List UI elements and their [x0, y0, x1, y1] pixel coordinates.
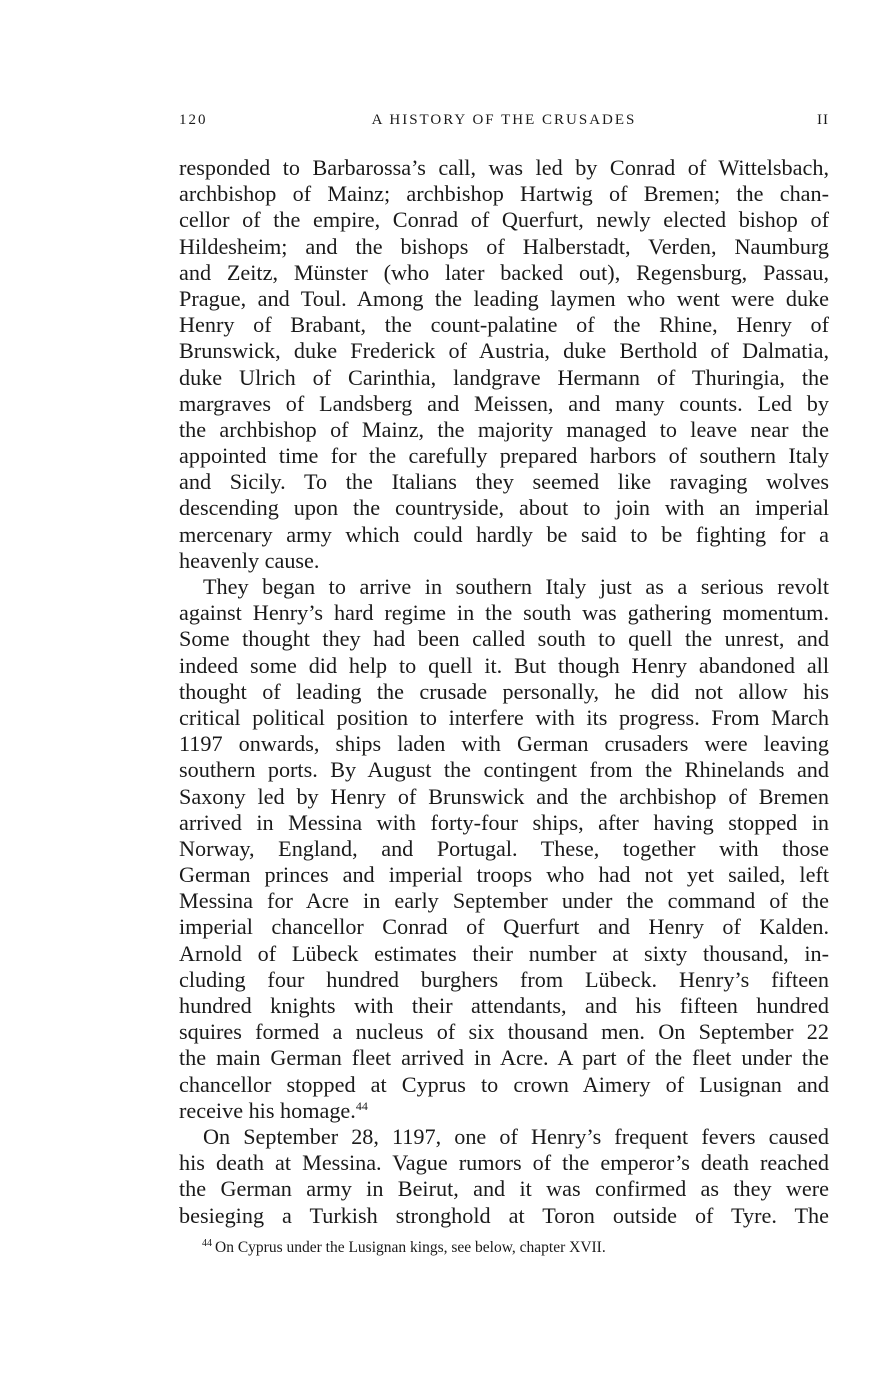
text-line: the main German fleet arrived in Acre. A part of the fleet under the: [179, 1045, 829, 1071]
text-line: southern ports. By August the contingent from the Rhinelands and: [179, 757, 829, 783]
text-line: Arnold of Lübeck estimates their number at sixty thousand, in-: [179, 940, 829, 966]
text-line: appointed time for the carefully prepared harbors of southern Italy: [179, 443, 829, 469]
text-line: and Zeitz, Münster (who later backed out), Regensburg, Passau,: [179, 259, 829, 285]
text-line: squires formed a nucleus of six thousand men. On September 22: [179, 1019, 829, 1045]
text-line: German princes and imperial troops who had not yet sailed, left: [179, 862, 829, 888]
text-line: arrived in Messina with forty-four ships, after having stopped in: [179, 809, 829, 835]
text-line: hundred knights with their attendants, and his fifteen hundred: [179, 993, 829, 1018]
text-line: mercenary army which could hardly be said to be fighting for a: [179, 521, 829, 547]
text-line: critical political position to interfere with its progress. From March: [179, 704, 829, 730]
paragraph: [179, 1124, 829, 1229]
footnote-number: 44: [202, 1238, 212, 1249]
text-line: chancellor stopped at Cyprus to crown Aimery of Lusignan and: [179, 1071, 829, 1097]
text-line: besieging a Turkish stronghold at Toron outside of Tyre. The: [179, 1202, 829, 1228]
text-line: responded to Barbarossa’s call, was led by Conrad of Wittelsbach,: [179, 155, 829, 180]
text-line: and Sicily. To the Italians they seemed like ravaging wolves: [179, 469, 829, 495]
body-text: [179, 155, 829, 1229]
text-line: 1197 onwards, ships laden with German crusaders were leaving: [179, 731, 829, 757]
text-line: cluding four hundred burghers from Lübeck. Henry’s fifteen: [179, 966, 829, 992]
paragraph: [179, 155, 829, 574]
text-line: Norway, England, and Portugal. These, together with those: [179, 835, 829, 861]
text-line: Prague, and Toul. Among the leading laymen who went were duke: [179, 285, 829, 311]
text-line: Brunswick, duke Frederick of Austria, duke Berthold of Dalmatia,: [179, 338, 829, 364]
text-line: the archbishop of Mainz, the majority managed to leave near the: [179, 416, 829, 442]
text-line: archbishop of Mainz; archbishop Hartwig of Bremen; the chan-: [179, 181, 829, 207]
text-line: his death at Messina. Vague rumors of the emperor’s death reached: [179, 1150, 829, 1176]
footnote-text: On Cyprus under the Lusignan kings, see below, chapter XVII.: [215, 1239, 606, 1256]
text-line: duke Ulrich of Carinthia, landgrave Hermann of Thuringia, the: [179, 364, 829, 390]
page-number: 120: [179, 112, 208, 128]
text-line: receive his homage.: [179, 1097, 356, 1123]
text-line: They began to arrive in southern Italy just as a serious revolt: [203, 574, 829, 599]
text-line: heavenly cause.: [179, 547, 320, 573]
footnote: [202, 1238, 829, 1258]
text-line: descending upon the countryside, about to join with an imperial: [179, 495, 829, 521]
text-line-with-footnote: [179, 1098, 829, 1124]
footnote-reference[interactable]: 44: [355, 1098, 368, 1113]
text-line: the German army in Beirut, and it was confirmed as they were: [179, 1176, 829, 1202]
text-line: Saxony led by Henry of Brunswick and the archbishop of Bremen: [179, 783, 829, 809]
text-line: Messina for Acre in early September under the command of the: [179, 888, 829, 914]
text-line: margraves of Landsberg and Meissen, and many counts. Led by: [179, 390, 829, 416]
text-line: indeed some did help to quell it. But though Henry abandoned all: [179, 652, 829, 678]
text-line: cellor of the empire, Conrad of Querfurt, newly elected bishop of: [179, 207, 829, 233]
running-header: [179, 112, 829, 132]
text-line: Some thought they had been called south to quell the unrest, and: [179, 626, 829, 652]
text-line: imperial chancellor Conrad of Querfurt and Henry of Kalden.: [179, 914, 829, 940]
paragraph: [179, 574, 829, 1124]
part-number: II: [817, 112, 829, 128]
text-line: thought of leading the crusade personally, he did not allow his: [179, 678, 829, 704]
text-line: Hildesheim; and the bishops of Halberstadt, Verden, Naumburg: [179, 233, 829, 259]
text-line: against Henry’s hard regime in the south was gathering momentum.: [179, 600, 829, 626]
text-line: Henry of Brabant, the count-palatine of the Rhine, Henry of: [179, 312, 829, 338]
text-line: On September 28, 1197, one of Henry’s frequent fevers caused: [203, 1123, 829, 1149]
running-title: A HISTORY OF THE CRUSADES: [371, 112, 637, 128]
